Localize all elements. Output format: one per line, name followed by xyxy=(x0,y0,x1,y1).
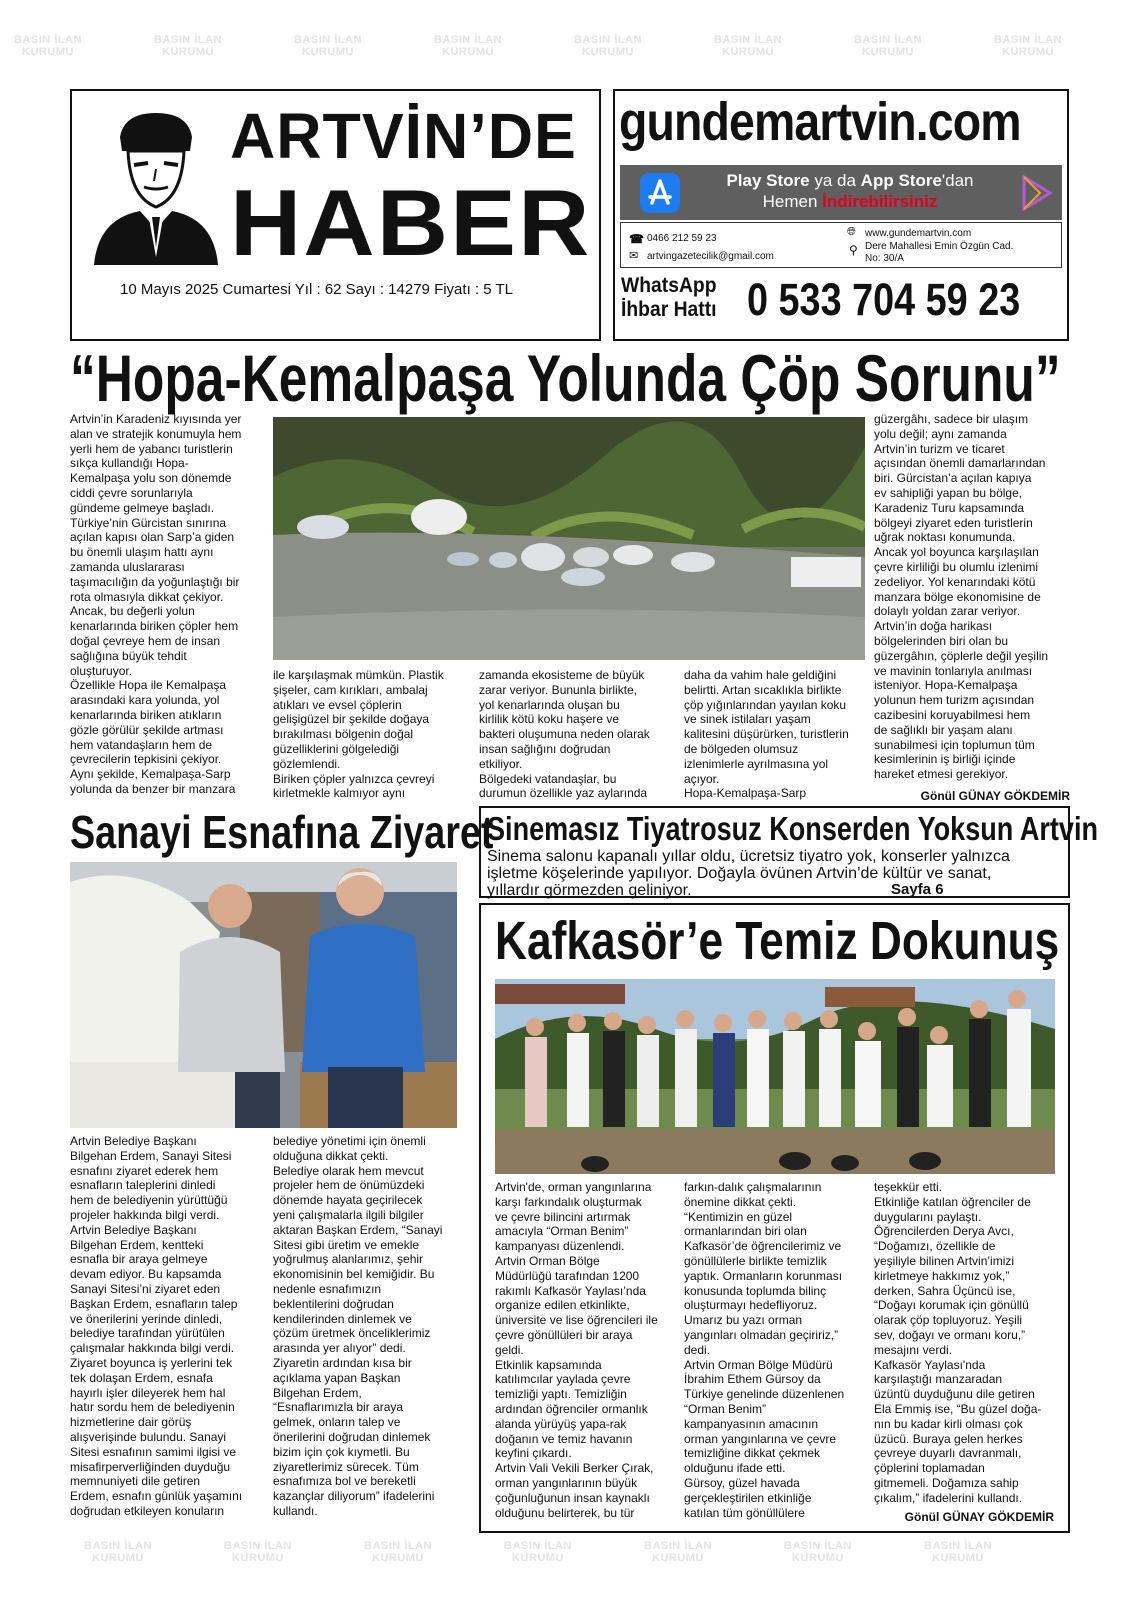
watermark-logo: BASIN İLAN KURUMU xyxy=(434,34,502,58)
main-headline: “Hopa-Kemalpaşa Yolunda Çöp Sorunu” xyxy=(70,341,1061,415)
sinema-summary: Sinema salonu kapanalı yıllar oldu, ücretsiz tiyatro yok, konserler yalnızca işletme köşelerinde yapılıyor. Doğayla övünen Artvin’de kültür ve sanat, yıllardır görmezden geliniyor. xyxy=(487,848,1010,899)
main-story-column-5: güzergâhı, sadece bir ulaşım yolu değil; aynı zamanda Artvin’in turizm ve ticaret açısından önemli damarlarından biri. Gürcistan’a açılan kapıya ev sahipliği yapan bu bölge, Karadeniz Turu kapsamında bölgeyi ziyaret eden turistlerin uğrak noktası konumunda. Ancak yol boyunca karşılaşılan çevre kirliliği bu olumlu izlenimi zedeliyor. Yol kenarındaki kötü manzara bölge ekonomisine de dolaylı yoldan zarar veriyor. Artvin’in doğa harikası bölgelerinden biri olan bu güzergâhın, çöplerle değil yeşilin ve mavinin tonlarıyla anılması isteniyor. Hopa-Kemalpaşa yolunun hem turizm açısından cazibesini koruyabilmesi hem de sağlıklı bir yaşam alanı sunabilmesi için toplumun tüm kesimlerinin iş birliği içinde hareket etmesi gerekiyor. xyxy=(874,412,1049,782)
mail-icon: ✉ xyxy=(629,250,639,262)
kafkasor-signature: Gönül GÜNAY GÖKDEMİR xyxy=(904,1510,1054,1524)
masthead-title-line2: HABER xyxy=(230,170,592,275)
main-story-column-3: zamanda ekosisteme de büyük zarar veriyor. Bununla birlikte, yol kenarlarında oluşan bu kirlilik kötü koku haşere ve bakteri oluşumuna neden olarak insan sağlığını doğrudan etkiliyor. Bölgedeki vatandaşlar, bu durumun özellikle yaz aylarında xyxy=(479,668,650,801)
phone-icon: ☎ xyxy=(629,232,644,246)
watermark-logo: BASIN İLAN KURUMU xyxy=(14,34,82,58)
email-address[interactable]: artvingazetecilik@gmail.com xyxy=(647,251,774,262)
sanayi-headline: Sanayi Esnafına Ziyaret xyxy=(70,806,494,858)
ataturk-portrait xyxy=(90,107,222,265)
kafkasor-box xyxy=(479,903,1070,1533)
kafkasor-column-3: teşekkür etti. Etkinliğe katılan öğrenciler de duygularını paylaştı. Öğrencilerden Derya Avcı, “Doğamızı, özellikle de yeşiliyle bilinen Artvin’imizi kirletmeye hakkımız yok,” derken, Sahra Üçüncü ise, “Doğayı korumak için gönüllü olarak çöp topluyoruz. Yeşili sev, doğayı ve ormanı koru,” mesajını verdi. Kafkasör Yaylası'nda karşılaştığı manzaradan üzüntü duyduğunu dile getiren Ela Emmiş ise, “Bu güzel doğa- nın bu kadar kirli olması çok üzücü. Buraya gelen herkes çevreye duyarlı davranmalı, çöplerini toplamadan gitmemeli. Doğamıza sahip çıkalım,” ifadelerini kullandı. xyxy=(874,1180,1042,1505)
sinema-page-ref[interactable]: Sayfa 6 xyxy=(891,881,944,898)
sinema-box xyxy=(479,806,1099,899)
watermark-logo: BASIN İLAN KURUMU xyxy=(154,34,222,58)
kafkasor-column-2: farkın-dalık çalışmalarının önemine dikkat çekti. “Kentimizin en güzel ormanlarından biri olan Kafkasör’de öğrencilerimiz ve gönüllülerle birlikte temizlik yaptık. Ormanların korunması konusunda toplumda bilinç oluşturmayı hedefliyoruz. Umarız bu yazı orman yangınları olmadan geçiririz,” dedi. Artvin Orman Bölge Müdürü İbrahim Ethem Gürsoy da Türkiye genelinde düzenlenen “Orman Benim” kampanyasının amacının orman yangınlarına ve çevre temizliğine dikkat çekmek olduğunu ifade etti. Gürsoy, güzel havada gerçekleştirilen etkinliğe katılan tüm gönüllülere xyxy=(684,1180,845,1520)
contact-strip xyxy=(620,222,1062,268)
watermark-logo: BASIN İLAN KURUMU xyxy=(224,1540,292,1564)
store-text: Play Store ya da App Store'dan Hemen İndirebilirsiniz xyxy=(726,171,974,211)
masthead-title-line1: ARTVİN’DE xyxy=(230,100,577,172)
postal-address: Dere Mahallesi Emin Özgün Cad. No: 30/A xyxy=(865,241,1014,264)
sanayi-visit-photo xyxy=(70,862,457,1128)
masthead xyxy=(70,89,601,341)
phone-number[interactable]: 0466 212 59 23 xyxy=(647,233,717,244)
kafkasor-headline: Kafkasör’e Temiz Dokunuş xyxy=(495,911,1060,971)
website-box xyxy=(613,89,1069,341)
watermark-logo: BASIN İLAN KURUMU xyxy=(714,34,782,58)
main-story-signature: Gönül GÜNAY GÖKDEMİR xyxy=(920,789,1070,803)
main-story-column-1: Artvin’in Karadeniz kıyısında yer alan ve stratejik konumuyla hem yerli hem de yabancı turistlerin sıkça kullandığı Hopa- Kemalpaşa yolu son dönemde ciddi çevre sorunlarıyla gündeme gelmeye başladı. Türkiye’nin Gürcistan sınırına açılan kapısı olan Sarp’a giden bu önemli ulaşım hattı aynı zamanda uluslararası taşımacılığın da yoğunlaştığı bir rota olmasıyla dikkat çekiyor. Ancak, bu değerli yolun kenarlarında biriken çöpler hem doğal çevreye hem de insan sağlığına büyük tehdit oluşturuyor. Özellikle Hopa ile Kemalpaşa arasındaki kara yolunda, yol kenarlarında biriken atıkların gözle görülür şekilde artması hem vatandaşların hem de çevrecilerin tepkisini çekiyor. Aynı şekilde, Kemalpaşa-Sarp yolunda da benzer bir manzara xyxy=(70,412,242,796)
web-address[interactable]: www.gundemartvin.com xyxy=(865,228,972,239)
play-store-icon xyxy=(1020,175,1054,211)
sinema-headline: Sinemasız Tiyatrosuz Konserden Yoksun Artvin xyxy=(487,810,1099,847)
watermark-logo: BASIN İLAN KURUMU xyxy=(364,1540,432,1564)
watermark-logo: BASIN İLAN KURUMU xyxy=(854,34,922,58)
issue-info: 10 Mayıs 2025 Cumartesi Yıl : 62 Sayı : 14279 Fiyatı : 5 TL xyxy=(120,281,513,298)
whatsapp-number[interactable]: 0 533 704 59 23 xyxy=(747,274,1021,325)
watermark-logo: BASIN İLAN KURUMU xyxy=(574,34,642,58)
watermark-logo: BASIN İLAN KURUMU xyxy=(504,1540,572,1564)
watermark-logo: BASIN İLAN KURUMU xyxy=(84,1540,152,1564)
whatsapp-label: WhatsApp İhbar Hattı xyxy=(621,274,717,321)
globe-icon: 🌐︎ xyxy=(847,226,856,238)
watermark-logo: BASIN İLAN KURUMU xyxy=(294,34,362,58)
sanayi-column-1: Artvin Belediye Başkanı Bilgehan Erdem, Sanayi Sitesi esnafını ziyaret ederek hem esnafların taleplerini dinledi hem de belediyenin yürüttüğü projeler hakkında bilgi verdi. Artvin Belediye Başkanı Bilgehan Erdem, kentteki esnafla bir araya gelmeye devam ediyor. Bu kapsamda Sanayi Sitesi’ni ziyaret eden Başkan Erdem, esnafların talep ve önerilerini yerinde dinledi, belediye tarafından yürütülen çalışmalar hakkında bilgi verdi. Ziyaret boyunca iş yerlerini tek tek dolaşan Erdem, esnafa hayırlı işler dileyerek hem hal hatır sordu hem de belediyenin hizmetlerine dair görüş alışverişinde bulundu. Sanayi Sitesi esnafının samimi ilgisi ve misafirperverliğinden duyduğu memnuniyeti dile getiren Erdem, esnafın günlük yaşamını doğrudan etkileyen konuların xyxy=(70,1134,243,1518)
watermark-logo: BASIN İLAN KURUMU xyxy=(784,1540,852,1564)
site-domain[interactable]: gundemartvin.com xyxy=(619,92,1021,152)
roadside-garbage-photo xyxy=(273,417,865,660)
location-icon: ⚲ xyxy=(849,243,858,257)
kafkasor-volunteers-photo xyxy=(495,979,1055,1174)
app-store-icon xyxy=(640,173,680,213)
watermark-logo: BASIN İLAN KURUMU xyxy=(644,1540,712,1564)
watermark-logo: BASIN İLAN KURUMU xyxy=(994,34,1062,58)
watermark-logo: BASIN İLAN KURUMU xyxy=(924,1540,992,1564)
main-story-column-2: ile karşılaşmak mümkün. Plastik şişeler, cam kırıkları, ambalaj atıkları ve evsel çöplerin gelişigüzel bir şekilde doğaya bırakılması bölgenin doğal güzelliklerini gölgelediği gözlemlendi. Biriken çöpler yalnızca çevreyi kirletmekle kalmıyor aynı xyxy=(273,668,444,801)
app-store-banner[interactable] xyxy=(620,165,1062,220)
sanayi-column-2: belediye yönetimi için önemli olduğuna dikkat çekti. Belediye olarak hem mevcut projeler hem de önümüzdeki dönemde hayata geçirilecek yeni çalışmalarla ilgili bilgiler aktaran Başkan Erdem, “Sanayi Sitesi gibi üretim ve emekle yoğrulmuş alanlarımız, şehir ekonomisinin bel kemiğidir. Bu nedenle esnafımızın beklentilerini doğrudan kendilerinden dinlemek ve çözüm üretmek önceliklerimiz arasında yer alıyor” dedi. Ziyaretin ardından kısa bir açıklama yapan Başkan Bilgehan Erdem, “Esnaflarımızla bir araya gelmek, onların talep ve önerilerini doğrudan dinlemek bizim için çok kıymetli. Bu ziyaretlerimiz sürecek. Tüm esnafımıza bol ve bereketli kazançlar diliyorum” ifadelerini kullandı. xyxy=(273,1134,443,1518)
main-story-column-4: daha da vahim hale geldiğini belirtti. Artan sıcaklıkla birlikte çöp yığınlarından yayılan koku ve sinek istilaları yaşam kalitesini düşürürken, turistlerin de bölgeden olumsuz izlenimlerle ayrılmasına yol açıyor. Hopa-Kemalpaşa-Sarp xyxy=(684,668,849,801)
kafkasor-column-1: Artvin'de, orman yangınlarına karşı farkındalık oluşturmak ve çevre bilincini artırmak amacıyla “Orman Benim” kampanyası düzenlendi. Artvin Orman Bölge Müdürlüğü tarafından 1200 rakımlı Kafkasör Yaylası’nda organize edilen etkinlikte, üniversite ve lise öğrencileri ile çevre gönüllüleri bir araya geldi. Etkinlik kapsamında katılımcılar yaylada çevre temizliği yaptı. Temizliğin ardından öğrenciler ormanlık alanda yürüyüş yapa-rak doğanın ve temiz havanın keyfini çıkardı. Artvin Vali Vekili Berker Çırak, orman yangınlarının büyük çoğunluğunun insan kaynaklı olduğunu belirterek, bu tür xyxy=(495,1180,658,1520)
